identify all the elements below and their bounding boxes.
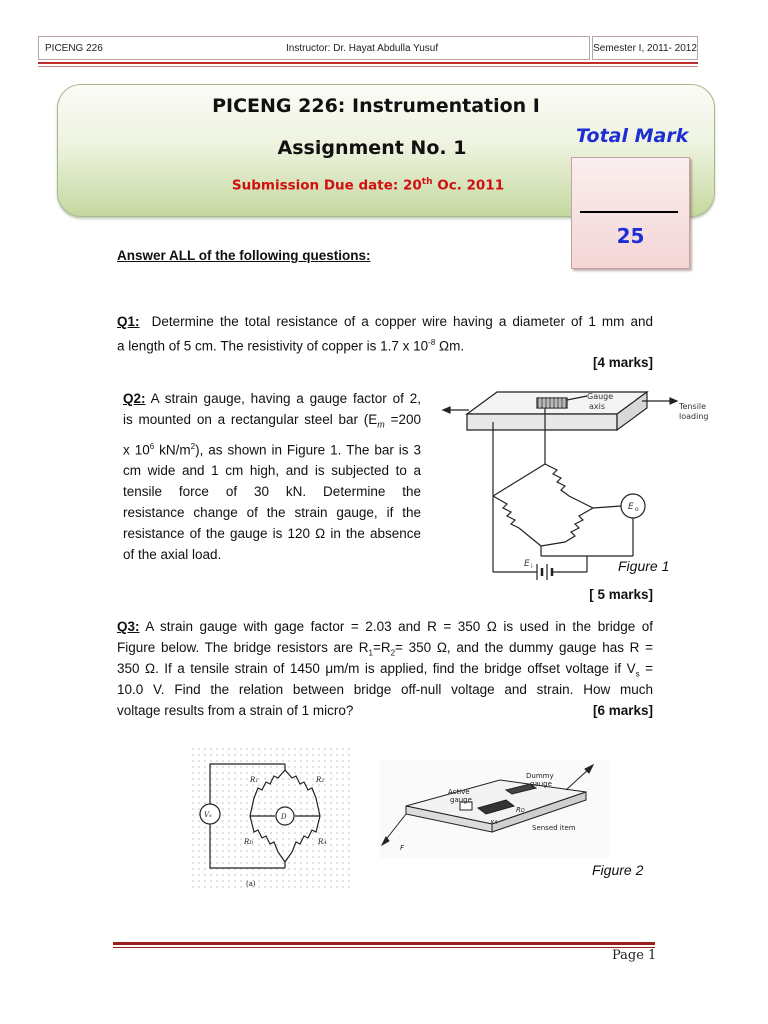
header-semester: Semester I, 2011- 2012 — [593, 42, 697, 54]
bridge-circuit — [190, 746, 353, 890]
q1-line2 — [117, 332, 464, 357]
q3-text-3b: = — [639, 661, 653, 676]
header-course: PICENG 226 — [45, 42, 103, 54]
q2-text-block — [123, 388, 421, 565]
q2-text-3c: ), as shown in Figure 1. The bar is 3 — [195, 442, 421, 458]
q1-text-2b: Ωm. — [435, 338, 465, 354]
fig2b-label-dgauge: gauge — [530, 780, 552, 788]
header-rule — [38, 62, 698, 64]
figure-1-caption: Figure 1 — [618, 558, 670, 574]
header-semester-box — [592, 36, 698, 60]
q2-line8: of the axial load. — [123, 547, 222, 563]
q2-text-2: is mounted on a rectangular steel bar (E — [123, 412, 378, 427]
fig2a-label-ra: RA — [318, 838, 327, 846]
header-course-box — [38, 36, 590, 60]
q1-text-2a: a length of 5 cm. The resistivity of copper is 1.7 x 10 — [117, 338, 429, 354]
fig1-label-eo-sub: o — [635, 506, 639, 513]
q2-line3 — [123, 436, 421, 461]
footer-rule — [113, 942, 655, 945]
q3-text-2a: Figure below. The bridge resistors are R — [117, 640, 369, 655]
fig1-label-loading: loading — [679, 412, 709, 421]
q2-sup-2: 2 — [190, 441, 196, 451]
instructions: Answer ALL of the following questions: — [117, 248, 371, 263]
mark-fill-line — [580, 211, 678, 213]
q2-line7: resistance of the gauge is 120 Ω in the absence — [123, 526, 421, 542]
q2-label: Q2: — [123, 391, 146, 406]
fig2a-label-d: D — [281, 813, 287, 821]
q3-line5: voltage results from a strain of 1 micro? — [117, 703, 354, 718]
total-mark-label: Total Mark — [576, 125, 689, 147]
fig2a-label-r2: R2 — [316, 776, 325, 784]
due-date-prefix: Submission Due date: 20 — [231, 177, 422, 194]
q2-line5: tensile force of 30 kN. Determine the — [123, 484, 421, 500]
q3-text-2c: = 350 Ω, and the dummy gauge has R = — [395, 640, 653, 655]
strain-gauge-circuit — [437, 386, 714, 584]
q3-marks: [6 marks] — [592, 703, 653, 718]
fig2a-label-r1: R1 — [250, 776, 259, 784]
q2-marks: [ 5 marks] — [589, 587, 653, 602]
q1-line1 — [117, 311, 653, 332]
header-rule-2 — [38, 66, 698, 67]
fig1-label-ei-sub: i — [531, 563, 533, 570]
q3-sub-2: 2 — [390, 648, 396, 658]
q2-line6: resistance change of the strain gauge, if the — [123, 505, 421, 521]
q2-line1 — [123, 388, 421, 409]
q2-text-1: A strain gauge, having a gauge factor of 2, — [150, 391, 421, 406]
q2-line4: cm wide and 1 cm high, and is subjected to a — [123, 463, 421, 479]
q1-marks: [4 marks] — [592, 355, 653, 370]
fig2b-label-dummy: Dummy — [526, 772, 554, 780]
footer-rule-2 — [113, 947, 655, 948]
fig1-label-ei: E — [524, 559, 530, 569]
fig2a-label-rd: RD — [244, 838, 254, 846]
q3-sub-s: s — [635, 669, 640, 679]
q3-sub-1: 1 — [368, 648, 373, 658]
q2-sub-m: m — [377, 419, 385, 430]
fig1-label-gauge: Gauge — [587, 392, 614, 401]
q3-text-2b: =R — [372, 640, 391, 655]
total-mark-box — [571, 157, 690, 269]
figure-2a-diagram — [190, 746, 353, 890]
fig1-label-tensile: Tensile — [679, 402, 707, 411]
q3-text-3a: 350 Ω. If a tensile strain of 1450 μm/m is applied, find the bridge offset voltage if V — [117, 661, 636, 676]
figure-1-diagram — [437, 386, 714, 584]
q2-text-3a: x 10 — [123, 442, 150, 458]
q2-line2 — [123, 409, 421, 436]
due-date-sup: th — [421, 177, 433, 187]
q3-text-1: A strain gauge with gage factor = 2.03 and R = 350 Ω is used in the bridge of — [145, 619, 653, 634]
q1-text-1: Determine the total resistance of a copper wire having a diameter of 1 mm and — [151, 314, 653, 329]
q2-text-3b: kN/m — [154, 442, 191, 458]
course-title: PICENG 226: Instrumentation I — [212, 95, 540, 117]
active-dummy-gauges — [380, 760, 610, 858]
assignment-title: Assignment No. 1 — [277, 137, 467, 159]
q1-sup: -8 — [428, 338, 436, 347]
fig2b-label-rd: RD — [516, 806, 525, 814]
fig1-label-axis: axis — [589, 402, 606, 411]
fig2b-label-xa: xA — [490, 818, 498, 826]
page-number: Page 1 — [612, 948, 657, 963]
fig2b-label-sensed: Sensed item — [532, 824, 576, 832]
q3-line4: 10.0 V. Find the relation between bridge off-null voltage and strain. How much — [117, 682, 653, 697]
fig2b-label-active: Active — [448, 788, 470, 796]
q3-line1 — [117, 616, 653, 637]
total-mark-value: 25 — [616, 224, 645, 248]
figure-2b-diagram — [380, 760, 610, 858]
q2-sup-6: 6 — [149, 441, 155, 451]
fig1-label-eo: E — [628, 502, 634, 512]
fig2a-label-vs: Vs — [204, 811, 212, 819]
q1-label: Q1: — [117, 314, 140, 329]
fig2b-label-gauge: gauge — [450, 796, 472, 804]
due-date-suffix: Oc. 2011 — [432, 177, 505, 194]
q2-text-2b: =200 — [384, 412, 421, 427]
q3-label: Q3: — [117, 619, 140, 634]
header-instructor: Instructor: Dr. Hayat Abdulla Yusuf — [286, 42, 439, 54]
fig2a-label-sub: (a) — [246, 880, 256, 888]
fig2b-label-f: F — [400, 844, 405, 852]
figure-2-caption: Figure 2 — [592, 862, 644, 878]
